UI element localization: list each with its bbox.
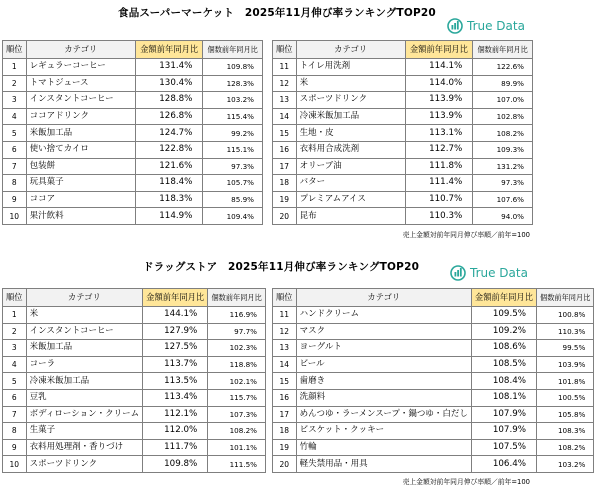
rank-cell: 12 — [273, 323, 297, 340]
sales-yoy-cell: 113.9% — [405, 92, 473, 109]
sales-yoy-cell: 127.5% — [143, 340, 208, 357]
count-yoy-cell: 105.8% — [537, 406, 594, 423]
count-yoy-cell: 115.1% — [203, 141, 263, 158]
rank-cell: 17 — [273, 158, 297, 175]
sales-yoy-cell: 111.8% — [405, 158, 473, 175]
rank-cell: 7 — [3, 158, 27, 175]
sales-yoy-cell: 113.5% — [143, 373, 208, 390]
category-cell: 竹輪 — [296, 439, 471, 456]
header-sales: 金額前年同月比 — [471, 289, 536, 307]
rank-cell: 4 — [3, 356, 27, 373]
count-yoy-cell: 108.3% — [537, 423, 594, 440]
rank-cell: 15 — [273, 125, 297, 142]
sales-yoy-cell: 107.5% — [471, 439, 536, 456]
table-row — [273, 59, 533, 76]
category-cell: ビスケット・クッキー — [296, 423, 471, 440]
table-row — [273, 340, 594, 357]
count-yoy-cell: 128.3% — [203, 75, 263, 92]
category-cell: レギュラーコーヒー — [26, 59, 135, 76]
table-row — [273, 439, 594, 456]
table-row — [3, 356, 266, 373]
rank-cell: 20 — [273, 456, 297, 473]
count-yoy-cell: 103.9% — [537, 356, 594, 373]
count-yoy-cell: 115.4% — [203, 108, 263, 125]
count-yoy-cell: 131.2% — [473, 158, 533, 175]
rank-cell: 1 — [3, 307, 27, 324]
sales-yoy-cell: 109.8% — [143, 456, 208, 473]
header-rank: 順位 — [273, 41, 297, 59]
bar-chart-icon — [450, 264, 466, 282]
sales-yoy-cell: 109.2% — [471, 323, 536, 340]
rank-cell: 11 — [273, 307, 297, 324]
count-yoy-cell: 107.3% — [208, 406, 266, 423]
rank-cell: 6 — [3, 389, 27, 406]
category-cell: 玩具菓子 — [26, 175, 135, 192]
sales-yoy-cell: 126.8% — [135, 108, 203, 125]
category-cell: インスタントコーヒー — [26, 323, 142, 340]
count-yoy-cell: 109.8% — [203, 59, 263, 76]
rank-cell: 16 — [273, 389, 297, 406]
count-yoy-cell: 116.9% — [208, 307, 266, 324]
rank-cell: 10 — [3, 456, 27, 473]
sales-yoy-cell: 108.5% — [471, 356, 536, 373]
table-row — [273, 175, 533, 192]
header-sales: 金額前年同月比 — [405, 41, 473, 59]
sales-yoy-cell: 114.0% — [405, 75, 473, 92]
count-yoy-cell: 118.8% — [208, 356, 266, 373]
rank-cell: 14 — [273, 108, 297, 125]
count-yoy-cell: 97.3% — [203, 158, 263, 175]
rank-cell: 18 — [273, 423, 297, 440]
sales-yoy-cell: 122.8% — [135, 141, 203, 158]
category-cell: 生菓子 — [26, 423, 142, 440]
sales-yoy-cell: 109.5% — [471, 307, 536, 324]
sales-yoy-cell: 110.3% — [405, 208, 473, 225]
category-cell: コーラ — [26, 356, 142, 373]
table-row — [3, 323, 266, 340]
table-row — [273, 141, 533, 158]
count-yoy-cell: 110.3% — [537, 323, 594, 340]
logo-text: True Data — [470, 266, 528, 280]
section-title: 食品スーパーマーケット 2025年11月伸び率ランキングTOP20 — [118, 7, 436, 19]
count-yoy-cell: 107.6% — [473, 191, 533, 208]
table-row — [273, 423, 594, 440]
category-cell: スポーツドリンク — [26, 456, 142, 473]
table-row — [3, 406, 266, 423]
sales-yoy-cell: 144.1% — [143, 307, 208, 324]
rank-cell: 18 — [273, 175, 297, 192]
sales-yoy-cell: 131.4% — [135, 59, 203, 76]
count-yoy-cell: 108.2% — [537, 439, 594, 456]
header-category: カテゴリ — [296, 41, 405, 59]
table-row — [273, 75, 533, 92]
header-count: 個数前年同月比 — [473, 41, 533, 59]
table-row — [273, 389, 594, 406]
table-row — [3, 108, 263, 125]
rank-cell: 15 — [273, 373, 297, 390]
sales-yoy-cell: 114.1% — [405, 59, 473, 76]
sales-yoy-cell: 110.7% — [405, 191, 473, 208]
count-yoy-cell: 99.2% — [203, 125, 263, 142]
rank-cell: 13 — [273, 92, 297, 109]
category-cell: ヨーグルト — [296, 340, 471, 357]
sales-yoy-cell: 107.9% — [471, 406, 536, 423]
rank-cell: 7 — [3, 406, 27, 423]
table-row — [3, 340, 266, 357]
table-row — [273, 191, 533, 208]
table-row — [273, 108, 533, 125]
category-cell: トマトジュース — [26, 75, 135, 92]
truedata-logo — [450, 264, 528, 282]
sales-yoy-cell: 114.9% — [135, 208, 203, 225]
count-yoy-cell: 94.0% — [473, 208, 533, 225]
rank-cell: 3 — [3, 340, 27, 357]
count-yoy-cell: 89.9% — [473, 75, 533, 92]
count-yoy-cell: 111.5% — [208, 456, 266, 473]
count-yoy-cell: 100.5% — [537, 389, 594, 406]
category-cell: 軽失禁用品・用具 — [296, 456, 471, 473]
sales-yoy-cell: 118.4% — [135, 175, 203, 192]
header-category: カテゴリ — [26, 41, 135, 59]
truedata-logo — [447, 17, 525, 35]
sales-yoy-cell: 112.0% — [143, 423, 208, 440]
table-row — [3, 208, 263, 225]
header-count: 個数前年同月比 — [537, 289, 594, 307]
category-cell: 米 — [296, 75, 405, 92]
logo-text: True Data — [467, 19, 525, 33]
count-yoy-cell: 97.7% — [208, 323, 266, 340]
rank-cell: 2 — [3, 75, 27, 92]
count-yoy-cell: 100.8% — [537, 307, 594, 324]
category-cell: 冷凍米飯加工品 — [296, 108, 405, 125]
count-yoy-cell: 85.9% — [203, 191, 263, 208]
category-cell: 果汁飲料 — [26, 208, 135, 225]
footnote: 売上金額対前年同月伸び率順／前年=100 — [402, 231, 530, 239]
category-cell: プレミアムアイス — [296, 191, 405, 208]
category-cell: 豆乳 — [26, 389, 142, 406]
rank-cell: 9 — [3, 439, 27, 456]
rank-cell: 11 — [273, 59, 297, 76]
rank-cell: 17 — [273, 406, 297, 423]
count-yoy-cell: 108.2% — [473, 125, 533, 142]
count-yoy-cell: 97.3% — [473, 175, 533, 192]
category-cell: 米飯加工品 — [26, 125, 135, 142]
count-yoy-cell: 103.2% — [203, 92, 263, 109]
table-row — [3, 307, 266, 324]
rank-cell: 19 — [273, 191, 297, 208]
count-yoy-cell: 109.3% — [473, 141, 533, 158]
table-row — [3, 158, 263, 175]
count-yoy-cell: 115.7% — [208, 389, 266, 406]
table-row — [273, 92, 533, 109]
table-row — [3, 456, 266, 473]
supermarket-section — [0, 0, 536, 245]
sales-yoy-cell: 118.3% — [135, 191, 203, 208]
sales-yoy-cell: 113.1% — [405, 125, 473, 142]
sales-yoy-cell: 121.6% — [135, 158, 203, 175]
rank-cell: 5 — [3, 373, 27, 390]
table-row — [273, 323, 594, 340]
category-cell: ココアドリンク — [26, 108, 135, 125]
count-yoy-cell: 109.4% — [203, 208, 263, 225]
count-yoy-cell: 101.1% — [208, 439, 266, 456]
category-cell: 生地・皮 — [296, 125, 405, 142]
table-row — [273, 406, 594, 423]
category-cell: バター — [296, 175, 405, 192]
sales-yoy-cell: 127.9% — [143, 323, 208, 340]
sales-yoy-cell: 130.4% — [135, 75, 203, 92]
section-title: ドラッグストア 2025年11月伸び率ランキングTOP20 — [143, 261, 420, 273]
sales-yoy-cell: 128.8% — [135, 92, 203, 109]
header-rank: 順位 — [3, 289, 27, 307]
table-row — [273, 356, 594, 373]
category-cell: 衣料用合成洗剤 — [296, 141, 405, 158]
footnote: 売上金額対前年同月伸び率順／前年=100 — [402, 478, 530, 486]
count-yoy-cell: 105.7% — [203, 175, 263, 192]
header-rank: 順位 — [273, 289, 297, 307]
table-row — [3, 191, 263, 208]
table-row — [3, 389, 266, 406]
header-category: カテゴリ — [26, 289, 142, 307]
rank-cell: 10 — [3, 208, 27, 225]
sales-yoy-cell: 106.4% — [471, 456, 536, 473]
table-row — [273, 125, 533, 142]
table-row — [3, 439, 266, 456]
category-cell: めんつゆ・ラーメンスープ・鍋つゆ・白だし — [296, 406, 471, 423]
rank-cell: 9 — [3, 191, 27, 208]
table-row — [3, 141, 263, 158]
category-cell: 歯磨き — [296, 373, 471, 390]
rank-cell: 5 — [3, 125, 27, 142]
sales-yoy-cell: 113.4% — [143, 389, 208, 406]
sales-yoy-cell: 108.6% — [471, 340, 536, 357]
sales-yoy-cell: 108.4% — [471, 373, 536, 390]
category-cell: マスク — [296, 323, 471, 340]
table-row — [3, 125, 263, 142]
rank-cell: 6 — [3, 141, 27, 158]
sales-yoy-cell: 124.7% — [135, 125, 203, 142]
sales-yoy-cell: 107.9% — [471, 423, 536, 440]
table-row — [3, 92, 263, 109]
ranking-table-left — [2, 40, 263, 225]
header-count: 個数前年同月比 — [208, 289, 266, 307]
category-cell: インスタントコーヒー — [26, 92, 135, 109]
rank-cell: 20 — [273, 208, 297, 225]
header-rank: 順位 — [3, 41, 27, 59]
bar-chart-icon — [447, 17, 463, 35]
table-row — [3, 59, 263, 76]
category-cell: 昆布 — [296, 208, 405, 225]
category-cell: ハンドクリーム — [296, 307, 471, 324]
count-yoy-cell: 102.1% — [208, 373, 266, 390]
rank-cell: 19 — [273, 439, 297, 456]
rank-cell: 14 — [273, 356, 297, 373]
category-cell: スポーツドリンク — [296, 92, 405, 109]
ranking-table-right — [272, 288, 594, 473]
category-cell: 洗顔料 — [296, 389, 471, 406]
category-cell: 米 — [26, 307, 142, 324]
rank-cell: 3 — [3, 92, 27, 109]
count-yoy-cell: 107.0% — [473, 92, 533, 109]
table-row — [3, 75, 263, 92]
count-yoy-cell: 103.2% — [537, 456, 594, 473]
count-yoy-cell: 101.8% — [537, 373, 594, 390]
category-cell: ココア — [26, 191, 135, 208]
category-cell: オリーブ油 — [296, 158, 405, 175]
rank-cell: 12 — [273, 75, 297, 92]
category-cell: ボディローション・クリーム — [26, 406, 142, 423]
count-yoy-cell: 108.2% — [208, 423, 266, 440]
header-category: カテゴリ — [296, 289, 471, 307]
header-sales: 金額前年同月比 — [135, 41, 203, 59]
count-yoy-cell: 122.6% — [473, 59, 533, 76]
sales-yoy-cell: 112.1% — [143, 406, 208, 423]
rank-cell: 13 — [273, 340, 297, 357]
category-cell: 使い捨てカイロ — [26, 141, 135, 158]
table-row — [3, 373, 266, 390]
table-row — [273, 208, 533, 225]
category-cell: 衣料用処理剤・香りづけ — [26, 439, 142, 456]
category-cell: 包装餅 — [26, 158, 135, 175]
count-yoy-cell: 102.8% — [473, 108, 533, 125]
sales-yoy-cell: 113.9% — [405, 108, 473, 125]
category-cell: トイレ用洗剤 — [296, 59, 405, 76]
rank-cell: 8 — [3, 423, 27, 440]
drugstore-section — [0, 255, 591, 487]
sales-yoy-cell: 111.7% — [143, 439, 208, 456]
rank-cell: 8 — [3, 175, 27, 192]
count-yoy-cell: 99.5% — [537, 340, 594, 357]
table-row — [273, 307, 594, 324]
rank-cell: 2 — [3, 323, 27, 340]
ranking-table-left — [2, 288, 266, 473]
category-cell: 米飯加工品 — [26, 340, 142, 357]
category-cell: ビール — [296, 356, 471, 373]
header-count: 個数前年同月比 — [203, 41, 263, 59]
table-row — [273, 373, 594, 390]
category-cell: 冷凍米飯加工品 — [26, 373, 142, 390]
table-row — [3, 423, 266, 440]
count-yoy-cell: 102.3% — [208, 340, 266, 357]
sales-yoy-cell: 111.4% — [405, 175, 473, 192]
header-sales: 金額前年同月比 — [143, 289, 208, 307]
table-row — [273, 158, 533, 175]
table-row — [3, 175, 263, 192]
rank-cell: 4 — [3, 108, 27, 125]
ranking-table-right — [272, 40, 533, 225]
table-row — [273, 456, 594, 473]
sales-yoy-cell: 112.7% — [405, 141, 473, 158]
rank-cell: 16 — [273, 141, 297, 158]
sales-yoy-cell: 113.7% — [143, 356, 208, 373]
rank-cell: 1 — [3, 59, 27, 76]
sales-yoy-cell: 108.1% — [471, 389, 536, 406]
